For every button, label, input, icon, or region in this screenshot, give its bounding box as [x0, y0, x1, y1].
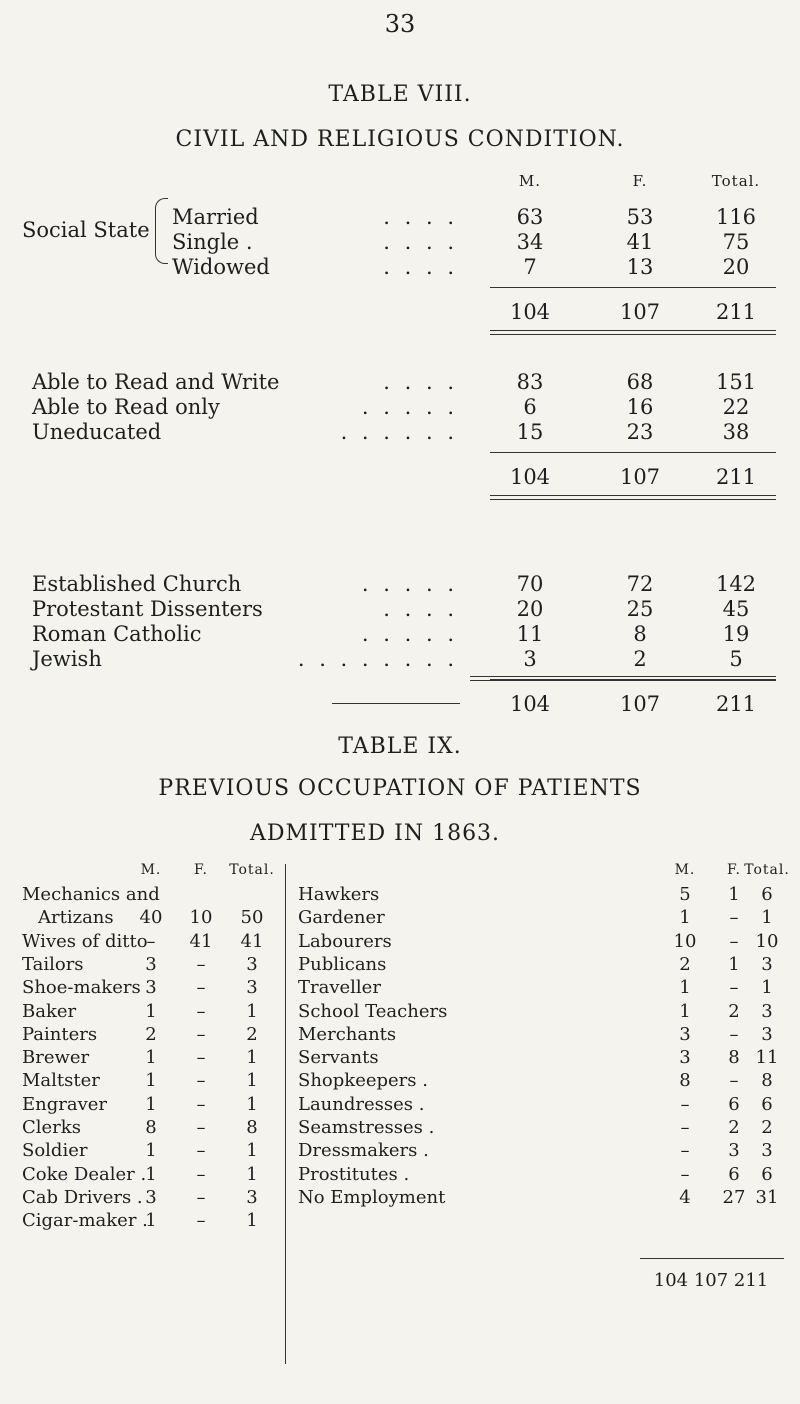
table8-total-m: 104: [509, 300, 551, 324]
occupation-f: –: [196, 1210, 206, 1232]
occupation-m: –: [680, 1093, 690, 1115]
occupation-total: 2: [761, 1117, 773, 1138]
occupation-label: Mechanics and: [22, 884, 160, 905]
table8-total-m: 104: [509, 465, 551, 489]
occupation-m: 1: [145, 1140, 157, 1162]
table8-total-total: 211: [715, 300, 757, 324]
table9-right-header-m: M.: [674, 862, 696, 878]
occupation-f: 6: [728, 1163, 740, 1185]
occupation-label: Cab Drivers .: [22, 1186, 143, 1208]
table8-value-total: 5: [729, 647, 743, 671]
table8-value-m: 11: [516, 622, 544, 646]
occupation-label: Maltster: [22, 1070, 100, 1092]
occupation-label: Traveller: [298, 977, 381, 999]
occupation-f: –: [196, 953, 206, 975]
table9-column-divider: [285, 864, 286, 1364]
table8-value-total: 45: [722, 597, 750, 621]
table8-total-f: 107: [619, 465, 661, 489]
occupation-total: 6: [761, 884, 773, 905]
table8-value-m: 3: [523, 647, 537, 671]
table8-total-f: 107: [619, 692, 661, 716]
table8-row-dots: . . . . . .: [340, 420, 458, 444]
table9-left-header-total: Total.: [229, 862, 275, 878]
occupation-total: 1: [246, 1140, 258, 1162]
occupation-label: No Employment: [298, 1186, 446, 1208]
table8-double-rule: [490, 495, 776, 500]
table9-right-header-total: Total.: [744, 862, 790, 878]
occupation-total: 3: [761, 1000, 773, 1022]
table8-subtotal-rule: [490, 452, 776, 453]
table9-left-header-m: M.: [140, 862, 162, 878]
table9-title: TABLE IX.: [338, 734, 462, 759]
occupation-f: –: [196, 977, 206, 999]
occupation-label: Coke Dealer .: [22, 1163, 147, 1185]
occupation-m: 3: [145, 1186, 157, 1208]
table8-row-dots: . . . . .: [361, 622, 458, 646]
occupation-label: Hawkers: [298, 884, 380, 905]
occupation-f: 8: [728, 1047, 740, 1069]
occupation-label: Engraver: [22, 1093, 108, 1115]
occupation-total: 3: [246, 977, 258, 999]
occupation-f: 3: [728, 1140, 740, 1162]
occupation-m: –: [680, 1140, 690, 1162]
table8-header-total: Total.: [711, 172, 761, 190]
table8-row-label: Uneducated: [32, 420, 162, 444]
occupation-m: 2: [145, 1023, 157, 1045]
occupation-label: Wives of ditto: [22, 930, 148, 952]
table8-value-m: 6: [523, 395, 537, 419]
occupation-label: Clerks: [22, 1117, 81, 1138]
page-number: 33: [384, 10, 416, 38]
table8-row-dots: . . . .: [383, 255, 458, 279]
table8-value-total: 116: [715, 205, 757, 229]
occupation-m: 40: [139, 907, 163, 929]
table9-total-rule: [640, 1258, 784, 1259]
social-state-label: Social State: [22, 218, 150, 242]
occupation-label: School Teachers: [298, 1000, 448, 1022]
occupation-total: 1: [246, 1210, 258, 1232]
table8-value-total: 38: [722, 420, 750, 444]
occupation-f: 6: [728, 1093, 740, 1115]
occupation-f: –: [729, 930, 739, 952]
occupation-m: –: [146, 930, 156, 952]
table8-value-m: 7: [523, 255, 537, 279]
table8-total-f: 107: [619, 300, 661, 324]
occupation-label: Shoe-makers: [22, 977, 141, 999]
occupation-label: Artizans: [38, 907, 114, 929]
table8-row-dots: . . . .: [383, 205, 458, 229]
occupation-f: –: [196, 1023, 206, 1045]
table8-value-f: 2: [633, 647, 647, 671]
table8-value-f: 68: [626, 370, 654, 394]
occupation-m: 1: [679, 907, 691, 929]
occupation-f: 1: [728, 953, 740, 975]
occupation-label: Cigar-maker .: [22, 1210, 148, 1232]
occupation-label: Tailors: [22, 953, 84, 975]
table8-value-m: 70: [516, 572, 544, 596]
occupation-total: 50: [240, 907, 264, 929]
occupation-m: 2: [679, 953, 691, 975]
occupation-label: Brewer: [22, 1047, 90, 1069]
table8-row-dots: . . . .: [383, 597, 458, 621]
table8-value-f: 25: [626, 597, 654, 621]
table8-row-dots: . . . . . . . .: [297, 647, 458, 671]
occupation-m: 1: [145, 1000, 157, 1022]
table8-value-total: 151: [715, 370, 757, 394]
table8-value-m: 63: [516, 205, 544, 229]
table9-right-header-f: F.: [727, 862, 741, 878]
table8-value-total: 142: [715, 572, 757, 596]
occupation-label: Seamstresses .: [298, 1117, 435, 1138]
table8-row-label: Jewish: [32, 647, 102, 671]
table8-value-m: 20: [516, 597, 544, 621]
occupation-total: 1: [246, 1163, 258, 1185]
table8-value-total: 19: [722, 622, 750, 646]
occupation-m: 8: [679, 1070, 691, 1092]
occupation-m: 3: [679, 1023, 691, 1045]
occupation-total: 6: [761, 1093, 773, 1115]
table8-row-dots: . . . . .: [361, 572, 458, 596]
occupation-m: 3: [145, 977, 157, 999]
occupation-label: Soldier: [22, 1140, 88, 1162]
occupation-m: 1: [145, 1070, 157, 1092]
occupation-total: 1: [761, 977, 773, 999]
occupation-label: Servants: [298, 1047, 379, 1069]
table8-row-label: Established Church: [32, 572, 242, 596]
occupation-m: 1: [145, 1047, 157, 1069]
table8-header-f: F.: [632, 172, 648, 190]
table8-row-label: Widowed: [172, 255, 270, 279]
occupation-total: 31: [755, 1186, 779, 1208]
table8-value-m: 15: [516, 420, 544, 444]
table9-left-header-f: F.: [194, 862, 208, 878]
occupation-f: 2: [728, 1000, 740, 1022]
occupation-total: 1: [246, 1070, 258, 1092]
occupation-m: 4: [679, 1186, 691, 1208]
table8-value-f: 53: [626, 205, 654, 229]
occupation-label: Labourers: [298, 930, 392, 952]
occupation-f: 1: [728, 884, 740, 905]
occupation-label: Laundresses .: [298, 1093, 425, 1115]
table8-total-total: 211: [715, 692, 757, 716]
occupation-f: –: [196, 1000, 206, 1022]
table8-row-label: Able to Read only: [32, 395, 220, 419]
occupation-m: 1: [145, 1093, 157, 1115]
occupation-label: Dressmakers .: [298, 1140, 429, 1162]
table8-double-rule: [490, 330, 776, 335]
occupation-f: –: [729, 1070, 739, 1092]
table8-value-f: 41: [626, 230, 654, 254]
table8-value-f: 8: [633, 622, 647, 646]
table8-value-m: 34: [516, 230, 544, 254]
occupation-total: 3: [761, 953, 773, 975]
occupation-f: –: [196, 1140, 206, 1162]
social-state-brace: [155, 198, 168, 264]
table8-subtotal-rule: [490, 287, 776, 288]
occupation-label: Baker: [22, 1000, 77, 1022]
occupation-total: 1: [246, 1093, 258, 1115]
table8-value-f: 13: [626, 255, 654, 279]
occupation-total: 41: [240, 930, 264, 952]
table8-value-f: 72: [626, 572, 654, 596]
table8-row-dots: . . . . .: [361, 395, 458, 419]
occupation-m: 3: [679, 1047, 691, 1069]
occupation-f: 10: [189, 907, 213, 929]
table8-value-total: 20: [722, 255, 750, 279]
occupation-f: –: [729, 1023, 739, 1045]
table9-subtitle-line1: PREVIOUS OCCUPATION OF PATIENTS: [158, 776, 642, 801]
occupation-label: Merchants: [298, 1023, 397, 1045]
occupation-label: Gardener: [298, 907, 385, 929]
table8-bottom-rule: [470, 676, 776, 681]
table9-totals: 104 107 211: [653, 1270, 769, 1291]
occupation-f: –: [196, 1163, 206, 1185]
occupation-f: 27: [722, 1186, 746, 1208]
table8-subtitle: CIVIL AND RELIGIOUS CONDITION.: [175, 127, 625, 152]
occupation-label: Painters: [22, 1023, 98, 1045]
table8-value-f: 23: [626, 420, 654, 444]
table8-row-label: Protestant Dissenters: [32, 597, 263, 621]
occupation-label: Publicans: [298, 953, 387, 975]
occupation-total: 3: [246, 953, 258, 975]
occupation-m: 1: [145, 1210, 157, 1232]
occupation-total: 1: [246, 1000, 258, 1022]
table9-subtitle-line2: ADMITTED IN 1863.: [249, 821, 501, 846]
occupation-total: 3: [761, 1023, 773, 1045]
occupation-m: 3: [145, 953, 157, 975]
table8-row-label: Married: [172, 205, 259, 229]
occupation-m: –: [680, 1117, 690, 1138]
occupation-f: 41: [189, 930, 213, 952]
occupation-total: 6: [761, 1163, 773, 1185]
occupation-total: 3: [761, 1140, 773, 1162]
occupation-m: 1: [679, 977, 691, 999]
table8-row-dots: . . . .: [383, 370, 458, 394]
table8-value-m: 83: [516, 370, 544, 394]
occupation-m: –: [680, 1163, 690, 1185]
table8-total-total: 211: [715, 465, 757, 489]
table8-value-f: 16: [626, 395, 654, 419]
occupation-total: 1: [761, 907, 773, 929]
table8-row-label: Roman Catholic: [32, 622, 202, 646]
table8-title: TABLE VIII.: [328, 82, 472, 107]
occupation-total: 8: [761, 1070, 773, 1092]
occupation-f: –: [196, 1117, 206, 1138]
occupation-total: 2: [246, 1023, 258, 1045]
occupation-f: –: [196, 1186, 206, 1208]
table8-end-rule: [332, 703, 460, 704]
table8-row-label: Able to Read and Write: [32, 370, 280, 394]
occupation-m: 1: [145, 1163, 157, 1185]
occupation-f: –: [729, 907, 739, 929]
table8-header-m: M.: [518, 172, 542, 190]
occupation-total: 1: [246, 1047, 258, 1069]
occupation-m: 1: [679, 1000, 691, 1022]
occupation-label: Shopkeepers .: [298, 1070, 428, 1092]
occupation-f: –: [196, 1093, 206, 1115]
table8-row-label: Single .: [172, 230, 253, 254]
occupation-total: 3: [246, 1186, 258, 1208]
occupation-f: 2: [728, 1117, 740, 1138]
occupation-m: 5: [679, 884, 691, 905]
occupation-f: –: [196, 1047, 206, 1069]
occupation-label: Prostitutes .: [298, 1163, 410, 1185]
occupation-m: 10: [673, 930, 697, 952]
occupation-f: –: [729, 977, 739, 999]
occupation-total: 10: [755, 930, 779, 952]
table8-value-total: 22: [722, 395, 750, 419]
occupation-total: 11: [755, 1047, 779, 1069]
occupation-m: 8: [145, 1117, 157, 1138]
occupation-total: 8: [246, 1117, 258, 1138]
table8-row-dots: . . . .: [383, 230, 458, 254]
table8-total-m: 104: [509, 692, 551, 716]
occupation-f: –: [196, 1070, 206, 1092]
table8-value-total: 75: [722, 230, 750, 254]
